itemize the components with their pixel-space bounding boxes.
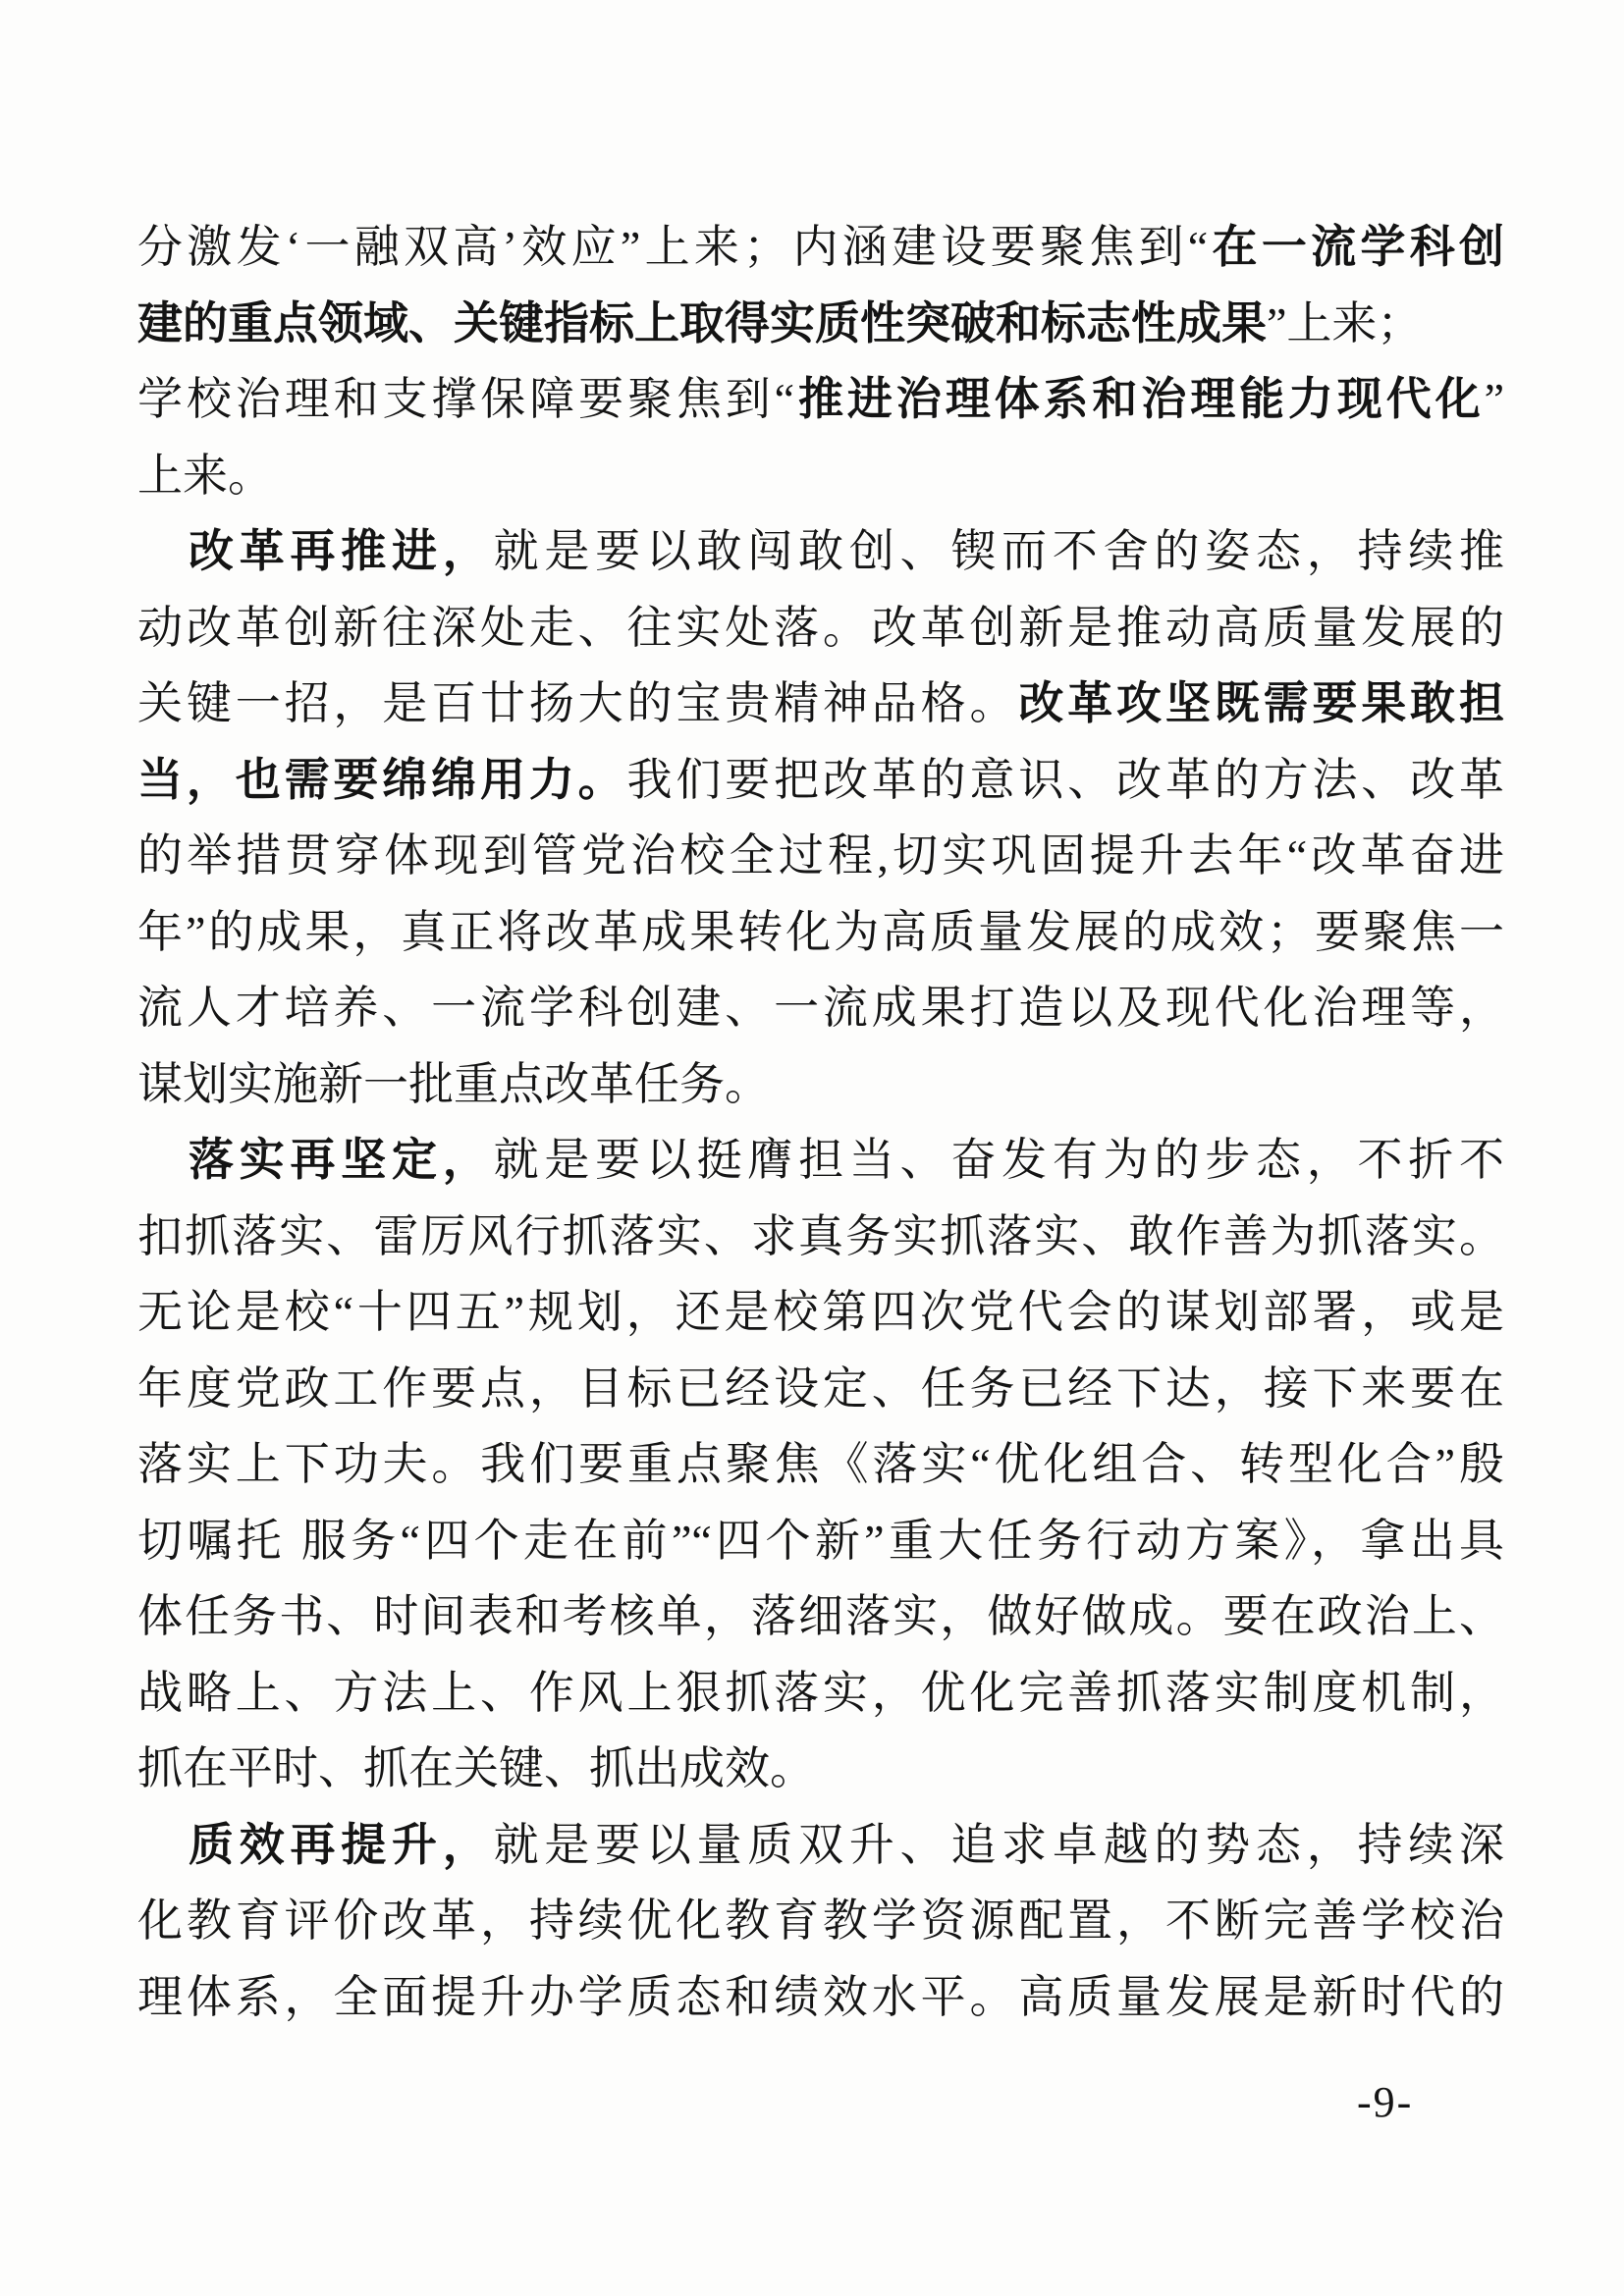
- text-line: [137, 1578, 1504, 1655]
- text-segment: 化教育评价改革，持续优化教育教学资源配置，不断完善学校治: [137, 1896, 1504, 1946]
- text-segment: 就是要以挺膺担当、奋发有为的步态，不折不: [493, 1135, 1505, 1185]
- text-line: [137, 1883, 1504, 1959]
- text-line: [137, 970, 1504, 1046]
- text-segment: 切嘱托 服务“四个走在前”“四个新”重大任务行动方案》，拿出具: [137, 1515, 1504, 1566]
- text-segment: 理体系，全面提升办学质态和绩效水平。高质量发展是新时代的: [137, 1971, 1504, 2022]
- text-segment: 动改革创新往深处走、往实处落。改革创新是推动高质量发展的: [137, 602, 1504, 653]
- text-line: [137, 1959, 1504, 2036]
- text-segment: 扣抓落实、雷厉风行抓落实、求真务实抓落实、敢作善为抓落实。: [137, 1210, 1504, 1261]
- text-line: [137, 894, 1504, 971]
- text-line: [137, 818, 1504, 894]
- text-segment: 谋划实施新一批重点改革任务。: [137, 1058, 770, 1109]
- bold-text-segment: 在一流学科创: [1208, 222, 1504, 272]
- text-segment: ”上来；: [1267, 297, 1423, 348]
- text-segment: 就是要以量质双升、追求卓越的势态，持续深: [493, 1819, 1505, 1870]
- text-segment: 就是要以敢闯敢创、锲而不舍的姿态，持续推: [493, 526, 1505, 576]
- document-body: [137, 209, 1504, 2035]
- text-segment: 年度党政工作要点，目标已经设定、任务已经下达，接下来要在: [137, 1362, 1504, 1414]
- text-segment: 分激发‘一融双高’效应”上来；内涵建设要聚焦到“: [137, 222, 1209, 272]
- text-segment: 年”的成果，真正将改革成果转化为高质量发展的成效；要聚焦一: [137, 906, 1504, 957]
- text-line: [137, 1807, 1504, 1884]
- text-line: [137, 286, 1504, 362]
- text-segment: 学校治理和支撑保障要聚焦到“: [137, 374, 795, 424]
- text-line: [137, 1274, 1504, 1351]
- text-segment: 抓在平时、抓在关键、抓出成效。: [137, 1743, 815, 1793]
- text-line: [137, 1351, 1504, 1427]
- text-line: [137, 742, 1504, 819]
- text-segment: 战略上、方法上、作风上狠抓落实，优化完善抓落实制度机制，: [137, 1667, 1504, 1718]
- text-segment: 体任务书、时间表和考核单，落细落实，做好做成。要在政治上、: [137, 1591, 1504, 1641]
- text-segment: 落实上下功夫。我们要重点聚焦《落实“优化组合、转型化合”殷: [137, 1439, 1504, 1489]
- bold-text-segment: 推进治理体系和治理能力现代化: [794, 374, 1485, 424]
- bold-text-segment: 改革再推进，: [189, 526, 494, 576]
- bold-text-segment: 改革攻坚既需要果敢担: [1018, 678, 1505, 728]
- text-line: [137, 438, 1504, 514]
- text-line: [137, 1655, 1504, 1732]
- text-segment: 无论是校“十四五”规划，还是校第四次党代会的谋划部署，或是: [137, 1287, 1504, 1337]
- text-line: [137, 666, 1504, 742]
- text-line: [137, 1503, 1504, 1579]
- text-line: [137, 209, 1504, 286]
- bold-text-segment: 落实再坚定，: [189, 1135, 494, 1185]
- text-segment: ”: [1484, 374, 1505, 424]
- text-segment: 流人才培养、一流学科创建、一流成果打造以及现代化治理等，: [137, 983, 1504, 1033]
- text-line: [137, 361, 1504, 438]
- text-line: [137, 1046, 1504, 1123]
- bold-text-segment: 当，也需要绵绵用力。: [137, 754, 627, 805]
- text-line: [137, 1426, 1504, 1503]
- text-line: [137, 513, 1504, 590]
- bold-text-segment: 建的重点领域、关键指标上取得实质性突破和标志性成果: [137, 297, 1267, 348]
- text-line: [137, 590, 1504, 667]
- text-line: [137, 1731, 1504, 1807]
- text-line: [137, 1199, 1504, 1275]
- text-segment: 关键一招，是百廿扬大的宝贵精神品格。: [137, 678, 1019, 728]
- bold-text-segment: 质效再提升，: [189, 1819, 494, 1870]
- page-number: -9-: [1357, 2078, 1414, 2126]
- text-segment: 的举措贯穿体现到管党治校全过程,切实巩固提升去年“改革奋进: [137, 830, 1504, 881]
- text-segment: 我们要把改革的意识、改革的方法、改革: [626, 754, 1505, 805]
- text-segment: 上来。: [137, 450, 273, 501]
- text-line: [137, 1122, 1504, 1199]
